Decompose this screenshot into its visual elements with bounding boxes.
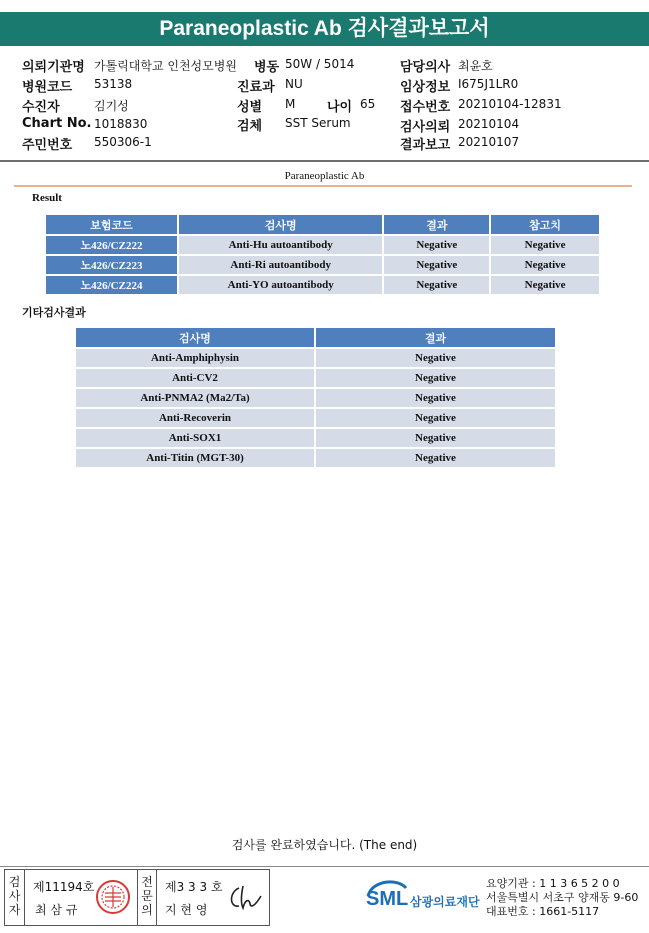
org-info <box>486 877 638 919</box>
sex-label: 성별 <box>237 100 263 115</box>
table-header-row <box>46 215 599 234</box>
request-label: 검사의뢰 <box>400 120 451 135</box>
test-result: Negative <box>384 236 489 254</box>
main-result-table <box>44 213 601 296</box>
col-test-name: 검사명 <box>179 215 382 234</box>
examiner-label: 검사자 <box>5 870 25 925</box>
id-value: 550306-1 <box>94 135 152 149</box>
request-value: 20210104 <box>458 117 520 131</box>
section-divider <box>14 185 632 187</box>
chart-label: Chart No. <box>22 116 92 131</box>
col-test-name: 검사명 <box>76 328 314 347</box>
report-date-value: 20210107 <box>458 135 520 149</box>
chart-value: 1018830 <box>94 117 148 131</box>
test-name: Anti-Amphiphysin <box>76 349 314 367</box>
table-row <box>46 276 599 294</box>
test-result: Negative <box>316 449 555 467</box>
table-row <box>76 349 555 367</box>
patient-value: 김기성 <box>94 99 129 113</box>
section-title: Paraneoplastic Ab <box>284 170 365 182</box>
report-date-label: 결과보고 <box>400 138 451 153</box>
table-row <box>76 389 555 407</box>
age-value: 65 <box>360 97 376 111</box>
reference-value: Negative <box>491 276 599 294</box>
org-address: 서울특별시 서초구 양재동 9-60 <box>486 891 639 904</box>
col-reference: 참고치 <box>491 215 599 234</box>
insurance-code: 노426/CZ224 <box>46 276 177 294</box>
test-result: Negative <box>316 349 555 367</box>
test-name: Anti-YO autoantibody <box>179 276 382 294</box>
test-name: Anti-Recoverin <box>76 409 314 427</box>
end-of-report: 검사를 완료하였습니다. (The end) <box>231 838 418 852</box>
signature-box <box>4 869 270 926</box>
test-result: Negative <box>316 409 555 427</box>
other-result-table <box>74 326 557 469</box>
test-name: Anti-CV2 <box>76 369 314 387</box>
result-label: Result <box>32 192 62 204</box>
insurance-code: 노426/CZ223 <box>46 256 177 274</box>
insurance-code: 노426/CZ222 <box>46 236 177 254</box>
ward-value: 50W / 5014 <box>285 57 355 71</box>
institution-label: 의뢰기관명 <box>22 60 85 75</box>
table-row <box>76 449 555 467</box>
examiner-license: 제11194호 <box>33 880 95 894</box>
hospital-code-label: 병원코드 <box>22 80 73 95</box>
age-label: 나이 <box>327 100 353 115</box>
header-divider <box>0 160 649 162</box>
specimen-value: SST Serum <box>285 116 351 130</box>
hospital-code-value: 53138 <box>94 77 133 91</box>
table-row <box>76 429 555 447</box>
dept-value: NU <box>285 77 303 91</box>
test-result: Negative <box>384 276 489 294</box>
receipt-label: 접수번호 <box>400 100 451 115</box>
org-name: 삼광의료재단 <box>410 895 480 909</box>
examiner-name: 최 삼 규 <box>35 903 78 917</box>
other-results-label: 기타검사결과 <box>22 306 86 319</box>
table-header-row <box>76 328 555 347</box>
col-result: 결과 <box>316 328 555 347</box>
test-result: Negative <box>316 429 555 447</box>
col-result: 결과 <box>384 215 489 234</box>
receipt-value: 20210104-12831 <box>458 97 562 111</box>
org-phone: 대표번호 : 1661-5117 <box>486 905 600 918</box>
institution-value: 가톨릭대학교 인천성모병원 <box>94 59 237 73</box>
org-code: 요양기관 : 1 1 3 6 5 2 0 0 <box>486 877 620 890</box>
patient-label: 수진자 <box>22 100 60 115</box>
reference-value: Negative <box>491 236 599 254</box>
specialist-name: 지 현 영 <box>165 903 208 917</box>
doctor-value: 최윤호 <box>458 59 493 73</box>
logo-text: SML <box>366 888 409 910</box>
test-result: Negative <box>384 256 489 274</box>
specialist-signature-icon <box>225 882 265 914</box>
footer-divider <box>0 866 649 867</box>
dept-label: 진료과 <box>237 80 275 95</box>
id-label: 주민번호 <box>22 138 73 153</box>
test-name: Anti-Hu autoantibody <box>179 236 382 254</box>
ward-label: 병동 <box>254 60 280 75</box>
table-row <box>76 409 555 427</box>
table-row <box>76 369 555 387</box>
reference-value: Negative <box>491 256 599 274</box>
test-name: Anti-SOX1 <box>76 429 314 447</box>
test-name: Anti-PNMA2 (Ma2/Ta) <box>76 389 314 407</box>
clinical-label: 임상정보 <box>400 80 451 95</box>
test-name: Anti-Titin (MGT-30) <box>76 449 314 467</box>
specimen-label: 검체 <box>237 119 263 134</box>
patient-header <box>0 50 649 160</box>
test-name: Anti-Ri autoantibody <box>179 256 382 274</box>
report-title: Paraneoplastic Ab 검사결과보고서 <box>0 12 649 46</box>
table-row <box>46 236 599 254</box>
clinical-value: I675J1LR0 <box>458 77 519 91</box>
examiner-seal-icon <box>95 879 131 915</box>
specialist-license: 제3 3 3 호 <box>165 880 223 894</box>
col-insurance-code: 보험코드 <box>46 215 177 234</box>
sex-value: M <box>285 97 296 111</box>
test-result: Negative <box>316 369 555 387</box>
test-result: Negative <box>316 389 555 407</box>
table-row <box>46 256 599 274</box>
doctor-label: 담당의사 <box>400 60 451 75</box>
specialist-label: 전문의 <box>137 870 157 925</box>
